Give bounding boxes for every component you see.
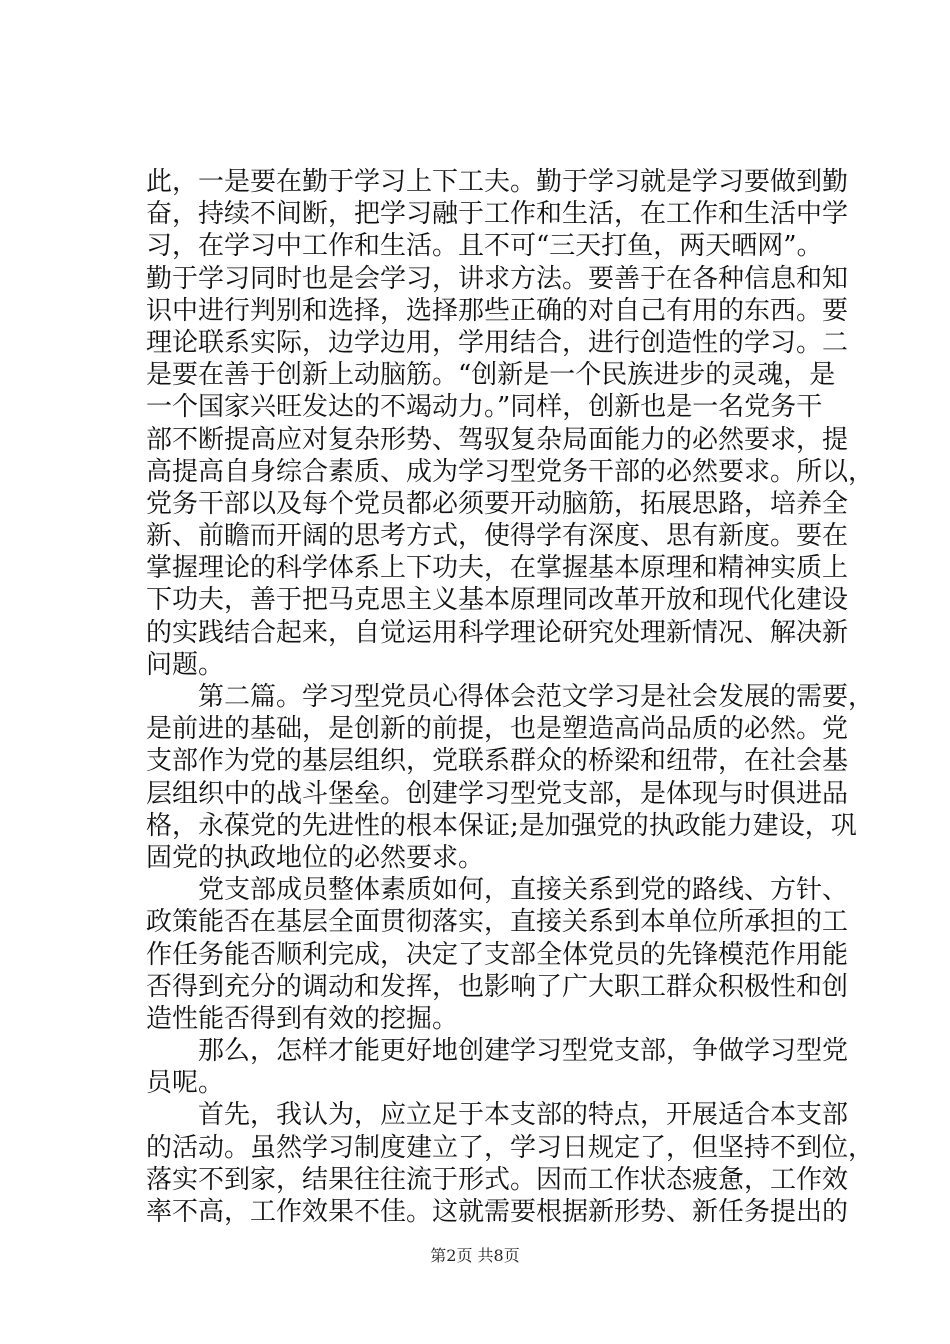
text-line: 是前进的基础，是创新的前提，也是塑造高尚品质的必然。党 xyxy=(146,714,849,745)
document-body xyxy=(146,166,875,1228)
page-footer: 第2页 共8页 xyxy=(430,1246,520,1265)
text-line: 第二篇。学习型党员心得体会范文学习是社会发展的需要， xyxy=(146,682,875,712)
text-line: 部不断提高应对复杂形势、驾驭复杂局面能力的必然要求，提 xyxy=(146,424,849,455)
text-line: 党务干部以及每个党员都必须要开动脑筋，拓展思路，培养全 xyxy=(146,488,849,519)
text-line: 否得到充分的调动和发挥，也影响了广大职工群众积极性和创 xyxy=(146,971,849,1002)
text-line: 作任务能否顺利完成，决定了支部全体党员的先锋模范作用能 xyxy=(146,939,849,970)
text-line: 一个国家兴旺发达的不竭动力。”同样，创新也是一名党务干 xyxy=(146,392,823,423)
text-line: 支部作为党的基层组织，党联系群众的桥梁和纽带，在社会基 xyxy=(146,746,849,777)
text-line: 掌握理论的科学体系上下功夫，在掌握基本原理和精神实质上 xyxy=(146,553,849,584)
text-line: 造性能否得到有效的挖掘。 xyxy=(146,1003,459,1034)
text-line: 格，永葆党的先进性的根本保证;是加强党的执政能力建设，巩 xyxy=(146,810,857,841)
text-line: 习，在学习中工作和生活。且不可“三天打鱼，两天晒网”。 xyxy=(146,231,823,262)
text-line: 问题。 xyxy=(146,649,225,680)
text-line: 是要在善于创新上动脑筋。“创新是一个民族进步的灵魂，是 xyxy=(146,360,836,391)
text-line: 党支部成员整体素质如何，直接关系到党的路线、方针、 xyxy=(146,875,849,906)
text-line: 政策能否在基层全面贯彻落实，直接关系到本单位所承担的工 xyxy=(146,907,849,938)
text-line: 率不高，工作效果不佳。这就需要根据新形势、新任务提出的 xyxy=(146,1197,849,1227)
text-line: 层组织中的战斗堡垒。创建学习型党支部，是体现与时俱进品 xyxy=(146,778,849,809)
text-line: 落实不到家，结果往往流于形式。因而工作状态疲惫，工作效 xyxy=(146,1164,849,1195)
text-line: 下功夫，善于把马克思主义基本原理同改革开放和现代化建设 xyxy=(146,585,849,616)
text-line: 高提高自身综合素质、成为学习型党务干部的必然要求。所以， xyxy=(146,456,875,487)
text-line: 那么，怎样才能更好地创建学习型党支部，争做学习型党 xyxy=(146,1036,849,1067)
text-line: 固党的执政地位的必然要求。 xyxy=(146,842,485,873)
text-line: 理论联系实际，边学边用，学用结合，进行创造性的学习。二 xyxy=(146,327,849,358)
text-line: 的活动。虽然学习制度建立了，学习日规定了，但坚持不到位， xyxy=(146,1132,875,1163)
text-line: 首先，我认为，应立足于本支部的特点，开展适合本支部 xyxy=(146,1100,849,1131)
text-line: 的实践结合起来，自觉运用科学理论研究处理新情况、解决新 xyxy=(146,617,849,648)
text-line: 奋，持续不间断，把学习融于工作和生活，在工作和生活中学 xyxy=(146,199,849,230)
text-line: 员呢。 xyxy=(146,1068,225,1099)
text-line: 此，一是要在勤于学习上下工夫。勤于学习就是学习要做到勤 xyxy=(146,167,849,197)
text-line: 新、前瞻而开阔的思考方式，使得学有深度、思有新度。要在 xyxy=(146,521,849,552)
text-line: 识中进行判别和选择，选择那些正确的对自己有用的东西。要 xyxy=(146,295,849,326)
text-line: 勤于学习同时也是会学习，讲求方法。要善于在各种信息和知 xyxy=(146,263,849,294)
